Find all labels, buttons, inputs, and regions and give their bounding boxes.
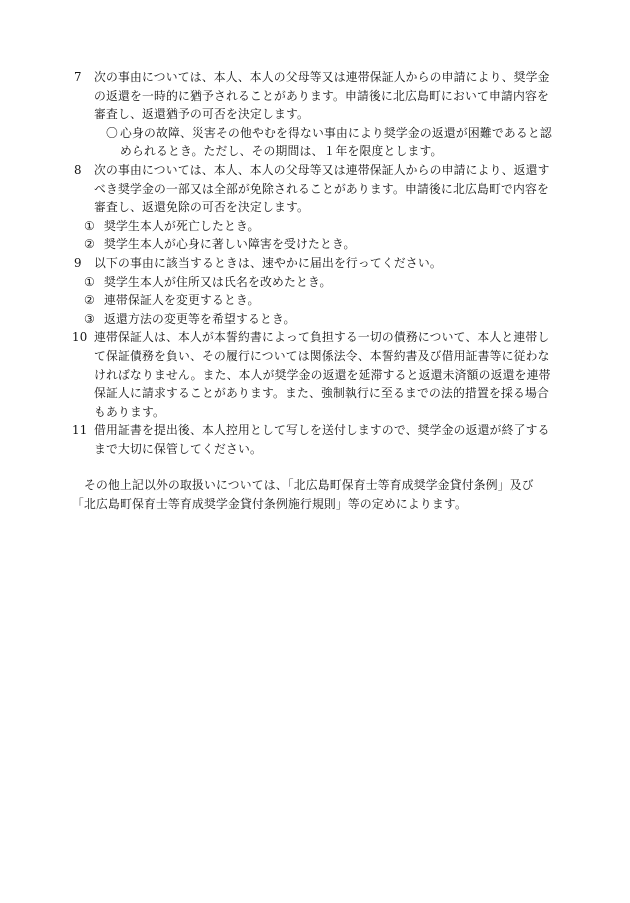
clause-8-sub-1: [72, 217, 554, 236]
clause-text: 次の事由については、本人、本人の父母等又は連帯保証人からの申請により、奨学金の返還を一時的に猶予されることがあります。申請後に北広島町において申請内容を審査し、返還猶予の可否を決定します。: [94, 70, 550, 122]
clause-number: 11: [72, 423, 88, 438]
clause-9-sub-1: [72, 273, 554, 292]
closing-paragraph: その他上記以外の取扱いについては、「北広島町保育士等育成奨学金貸付条例」及び「北広島町保育士等育成奨学金貸付条例施行規則」等の定めによります。: [72, 478, 534, 512]
sub-number: ③: [84, 311, 95, 326]
clause-text: 借用証書を提出後、本人控用として写しを送付しますので、奨学金の返還が終了するまで大切に保管してください。: [94, 423, 550, 456]
circle-bullet-icon: 〇: [106, 125, 118, 140]
clause-number: 9: [74, 255, 82, 270]
sub-text: 奨学生本人が死亡したとき。: [104, 218, 260, 233]
clause-7: [72, 68, 554, 124]
clause-9: [72, 254, 554, 273]
sub-number: ②: [84, 293, 95, 308]
sub-text: 返還方法の変更等を希望するとき。: [104, 311, 296, 326]
clause-10: [72, 328, 554, 421]
clause-8-sub-2: [72, 235, 554, 254]
clause-7-note: [72, 124, 554, 161]
note-text: 心身の故障、災害その他やむを得ない事由により奨学金の返還が困難であると認められるとき。ただし、その期間は、１年を限度とします。: [120, 125, 552, 159]
sub-number: ①: [84, 218, 95, 233]
clause-text: 以下の事由に該当するときは、速やかに届出を行ってください。: [94, 255, 442, 270]
sub-number: ②: [84, 237, 95, 252]
clause-number: 8: [74, 162, 82, 177]
clause-9-sub-2: [72, 291, 554, 310]
clause-number: 10: [72, 330, 88, 345]
sub-number: ①: [84, 274, 95, 289]
clause-9-sub-3: [72, 310, 554, 329]
document-body: [72, 68, 554, 514]
clause-number: 7: [74, 70, 82, 84]
clause-8: [72, 161, 554, 217]
sub-text: 連帯保証人を変更するとき。: [104, 293, 260, 308]
clause-text: 次の事由については、本人、本人の父母等又は連帯保証人からの申請により、返還すべき奨学金の一部又は全部が免除されることがあります。申請後に北広島町で内容を審査し、返還免除の可否を決定します。: [94, 162, 550, 215]
clause-text: 連帯保証人は、本人が本誓約書によって負担する一切の債務について、本人と連帯して保証債務を負い、その履行については関係法令、本誓約書及び借用証書等に従わなければなりません。また、本人が奨学金の返還を延滞すると返還未済額の返還を連帯保証人に請求することがあります。また、強制執行に至るまでの法的措置を採る場合もあります。: [94, 330, 551, 419]
sub-text: 奨学生本人が住所又は氏名を改めたとき。: [104, 274, 332, 289]
sub-text: 奨学生本人が心身に著しい障害を受けたとき。: [104, 237, 356, 252]
clause-11: [72, 421, 554, 458]
